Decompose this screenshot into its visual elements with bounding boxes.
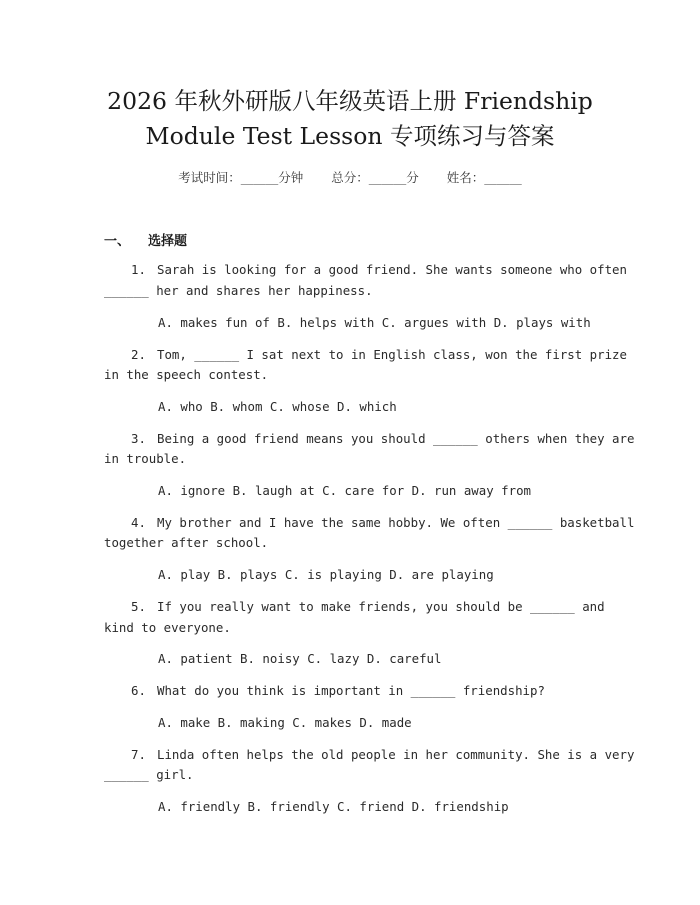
question-4-line-2: together after school. bbox=[104, 535, 269, 550]
question-7-options: A. friendly B. friendly C. friend D. friendship bbox=[158, 799, 509, 814]
question-6-options: A. make B. making C. makes D. made bbox=[158, 715, 412, 730]
question-number: 2. bbox=[131, 347, 146, 362]
question-number: 7. bbox=[131, 747, 146, 762]
question-3-line-2: in trouble. bbox=[104, 451, 187, 466]
question-5-line-1: 5. If you really want to make friends, you should be ______ and bbox=[131, 599, 605, 614]
question-1-options: A. makes fun of B. helps with C. argues with D. plays with bbox=[158, 315, 591, 330]
section-heading bbox=[104, 230, 187, 249]
question-number: 3. bbox=[131, 431, 146, 446]
document-title-line-1: 2026 年秋外研版八年级英语上册 Friendship bbox=[107, 87, 593, 115]
question-2-options: A. who B. whom C. whose D. which bbox=[158, 399, 397, 414]
section-number: 一、 bbox=[104, 234, 131, 249]
question-2-line-1: 2. Tom, ______ I sat next to in English class, won the first prize bbox=[131, 347, 627, 362]
question-5-line-2: kind to everyone. bbox=[104, 620, 231, 635]
document-title-line-2: Module Test Lesson 专项练习与答案 bbox=[145, 122, 555, 150]
question-number: 4. bbox=[131, 515, 146, 530]
question-number: 1. bbox=[131, 262, 146, 277]
question-1-line-2: ______ her and shares her happiness. bbox=[104, 283, 373, 298]
question-6-line-1: 6. What do you think is important in ______ friendship? bbox=[131, 683, 545, 698]
total-score: 总分：______分 bbox=[331, 170, 419, 185]
question-7-line-2: ______ girl. bbox=[104, 767, 194, 782]
student-name: 姓名：______ bbox=[446, 170, 522, 185]
exam-info bbox=[0, 168, 700, 186]
exam-time: 考试时间：______分钟 bbox=[178, 170, 304, 185]
section-title: 选择题 bbox=[148, 234, 188, 249]
question-2-line-2: in the speech contest. bbox=[104, 367, 269, 382]
question-number: 5. bbox=[131, 599, 146, 614]
question-4-line-1: 4. My brother and I have the same hobby. We often ______ basketball bbox=[131, 515, 635, 530]
question-4-options: A. play B. plays C. is playing D. are playing bbox=[158, 567, 494, 582]
question-3-options: A. ignore B. laugh at C. care for D. run away from bbox=[158, 483, 531, 498]
question-7-line-1: 7. Linda often helps the old people in her community. She is a very bbox=[131, 747, 635, 762]
question-5-options: A. patient B. noisy C. lazy D. careful bbox=[158, 651, 442, 666]
question-1-line-1: 1. Sarah is looking for a good friend. She wants someone who often bbox=[131, 262, 627, 277]
question-number: 6. bbox=[131, 683, 146, 698]
question-3-line-1: 3. Being a good friend means you should ______ others when they are bbox=[131, 431, 635, 446]
